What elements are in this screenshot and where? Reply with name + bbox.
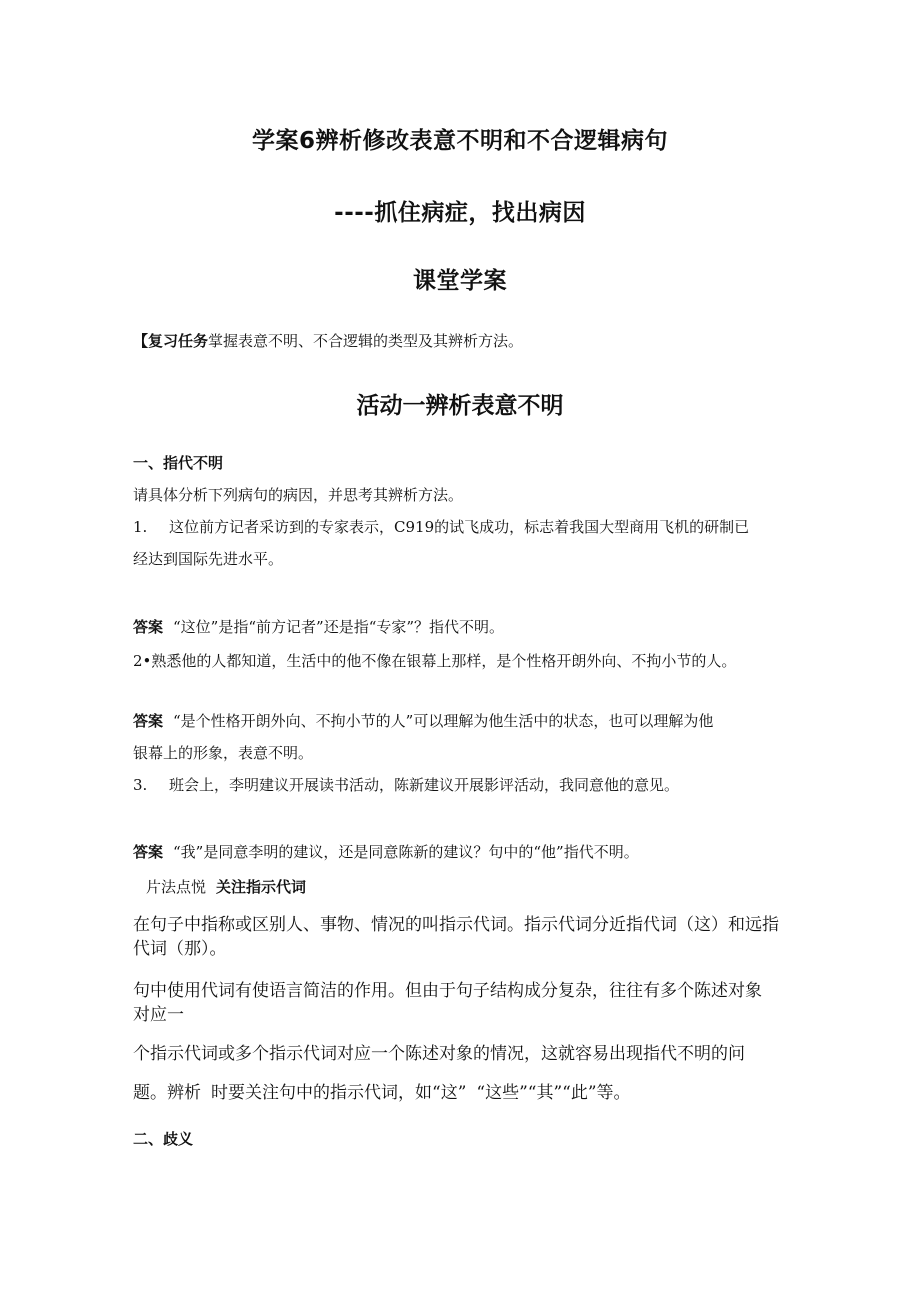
review-bracket: 【 — [133, 332, 149, 350]
answer-label: 答案 — [133, 843, 164, 861]
tip-paragraph-2-cont: 对应一 — [133, 1005, 184, 1025]
tip-paragraph-1: 在句子中指称或区别人、事物、情况的叫指示代词。指示代词分近指代词（这）和远指 — [133, 915, 779, 935]
answer-3 — [133, 841, 639, 862]
answer-2 — [133, 710, 713, 731]
question-1 — [133, 516, 749, 537]
heading-ambiguity: 二、歧义 — [133, 1130, 194, 1148]
tip-text: 时要关注句中的指示代词，如“这” — [211, 1083, 467, 1103]
review-task — [133, 330, 523, 351]
question-number: 3. — [133, 776, 148, 794]
tip-paragraph-3: 个指示代词或多个指示代词对应一个陈述对象的情况，这就容易出现指代不明的问 — [133, 1044, 745, 1064]
tip-paragraph-1-cont: 代词（那）。 — [133, 939, 227, 959]
review-text: 掌握表意不明、不合逻辑的类型及其辨析方法。 — [208, 332, 524, 350]
answer-text: “是个性格开朗外向、不拘小节的人”可以理解为他生活中的状态，也可以理解为他 — [173, 712, 714, 730]
tip-text: “这些”“其”“此”等。 — [476, 1083, 631, 1103]
answer-text: “这位”是指“前方记者”还是指“专家”？指代不明。 — [173, 618, 505, 636]
method-tip-header — [146, 876, 306, 897]
answer-label: 答案 — [133, 712, 164, 730]
instruction: 请具体分析下列病句的病因，并思考其辨析方法。 — [133, 486, 464, 504]
question-1-cont: 经达到国际先进水平。 — [133, 550, 284, 568]
page-subtitle: ----抓住病症，找出病因 — [334, 200, 586, 226]
review-label: 复习任务 — [148, 332, 209, 350]
tip-label: 片法点悦 — [146, 878, 207, 896]
tip-paragraph-2: 句中使用代词有使语言简洁的作用。但由于句子结构成分复杂，往往有多个陈述对象 — [133, 981, 762, 1001]
answer-1 — [133, 616, 504, 637]
heading-pronoun-ambiguity: 一、指代不明 — [133, 454, 224, 472]
answer-2-cont: 银幕上的形象，表意不明。 — [133, 744, 314, 762]
question-3 — [133, 774, 679, 795]
tip-paragraph-4 — [133, 1078, 631, 1103]
section-title: 课堂学案 — [413, 268, 507, 294]
question-text: 班会上，李明建议开展读书活动，陈新建议开展影评活动，我同意他的意见。 — [169, 776, 680, 794]
tip-text: 题。辨析 — [133, 1083, 201, 1103]
question-2: 2•熟悉他的人都知道，生活中的他不像在银幕上那样，是个性格开朗外向、不拘小节的人。 — [133, 652, 737, 670]
activity-title: 活动一辨析表意不明 — [356, 393, 564, 419]
question-number: 1. — [133, 518, 148, 536]
answer-text: “我”是同意李明的建议，还是同意陈新的建议？句中的“他”指代不明。 — [173, 843, 639, 861]
answer-label: 答案 — [133, 618, 164, 636]
page-title: 学案6辨析修改表意不明和不合逻辑病句 — [251, 128, 668, 154]
tip-title: 关注指示代词 — [216, 878, 307, 896]
question-text: 这位前方记者采访到的专家表示，C919的试飞成功，标志着我国大型商用飞机的研制已 — [169, 518, 750, 536]
